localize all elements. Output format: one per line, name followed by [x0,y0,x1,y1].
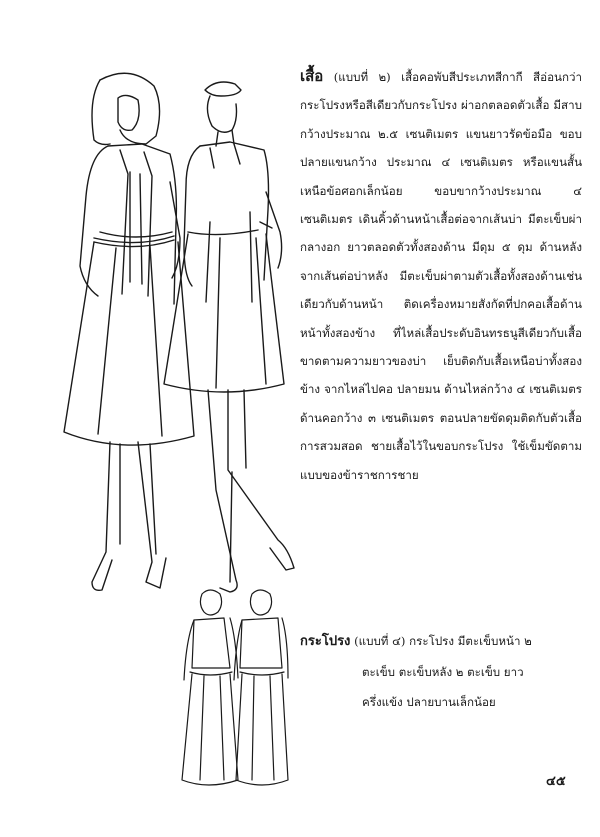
uniform-illustration-small [180,588,292,803]
skirt-description [300,626,582,717]
page-number: ๔๕ [546,774,566,789]
uniform-illustration-main [60,72,295,597]
blouse-description [300,62,582,489]
skirt-heading: กระโปรง [300,634,351,649]
skirt-line-2: ตะเข็บ ตะเข็บหลัง ๒ ตะเข็บ ยาว [362,665,524,679]
blouse-text: (แบบที่ ๒) เสื้อคอพับสีประเภทสีกากี สีอ่อนกว่ากระโปรงหรือสีเดียวกับกระโปรง ผ่าอกตลอดตัวเสื้อ มีสาบกว้างประมาณ ๒.๕ เซนติเมตร แขนยาวรัดข้อมือ ขอบปลายแขนกว้าง ประมาณ ๔ เซนติเมตร หรือแขนสั้น เหนือข้อศอกเล็กน้อย ขอบขากว้างประมาณ ๔ เซนติเมตร เดินคิ้วด้านหน้าเสื้อต่อจากเส้นบ่า มีตะเข็บผ่ากลางอก ยาวตลอดตัวทั้งสองด้าน มีดุม ๕ ดุม ด้านหลังจากเส้นต่อบ่าหลัง มีตะเข็บผ่าตามตัวเสื้อทั้งสองด้านเช่นเดียวกับด้านหน้า ติดเครื่องหมายสังกัดที่ปกคอเสื้อด้านหน้าทั้งสองข้าง ที่ไหล่เสื้อประดับอินทรธนูสีเดียวกับเสื้อ ขาดตามความยาวของบ่า เย็บติดกับเสื้อเหนือบ่าทั้งสองข้าง จากไหล่ไปคอ ปลายมน ด้านไหล่กว้าง ๔ เซนติเมตร ด้านคอกว้าง ๓ เซนติเมตร ตอนปลายขัดดุมติดกับตัวเสื้อการสวมสอด ชายเสื้อไว้ในขอบกระโปรง ใช้เข็มขัดตามแบบของข้าราชการชาย [300,70,583,482]
skirt-line-1: (แบบที่ ๔) กระโปรง มีตะเข็บหน้า ๒ [354,634,532,648]
blouse-heading: เสื้อ [300,67,324,85]
skirt-line-3: ครึ่งแข้ง ปลายบานเล็กน้อย [362,695,496,709]
